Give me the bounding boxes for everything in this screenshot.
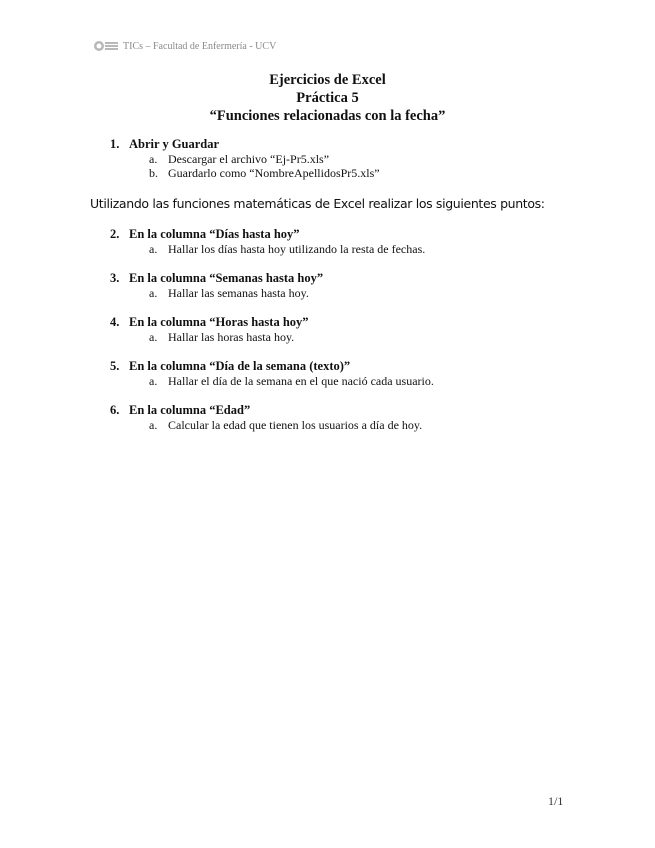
- list-item-number: 2.: [110, 227, 120, 241]
- page-header: [93, 39, 276, 53]
- list-item-number: 4.: [110, 315, 120, 329]
- sub-item-text: Descargar el archivo “Ej-Pr5.xls”: [168, 152, 330, 166]
- list-item-heading: [110, 315, 309, 330]
- title-line-3: “Funciones relacionadas con la fecha”: [209, 108, 446, 124]
- list-item-title: En la columna “Horas hasta hoy”: [129, 315, 309, 329]
- page-number: 1/1: [548, 794, 564, 808]
- sub-item-text: Hallar el día de la semana en el que nació cada usuario.: [168, 374, 434, 388]
- sub-item: [149, 152, 329, 167]
- sub-item-letter: a.: [149, 152, 158, 166]
- sub-item-letter: a.: [149, 286, 158, 300]
- list-item-heading: [110, 403, 250, 418]
- list-item-number: 3.: [110, 271, 120, 285]
- list-item-heading: [110, 359, 350, 374]
- title-line-2: Práctica 5: [296, 90, 359, 106]
- sub-item-letter: a.: [149, 330, 158, 344]
- sub-item: [149, 374, 434, 389]
- sub-item-letter: a.: [149, 374, 158, 388]
- sub-item: [149, 242, 425, 257]
- sub-item-letter: b.: [149, 166, 158, 180]
- list-item-title: Abrir y Guardar: [129, 137, 220, 151]
- sub-item-text: Hallar las horas hasta hoy.: [168, 330, 295, 344]
- list-item-title: En la columna “Día de la semana (texto)”: [129, 359, 351, 373]
- sub-item: [149, 330, 294, 345]
- list-item-number: 1.: [110, 137, 120, 151]
- sub-item-text: Hallar las semanas hasta hoy.: [168, 286, 309, 300]
- list-item-heading: [110, 227, 300, 242]
- list-item-number: 6.: [110, 403, 120, 417]
- intro-text: Utilizando las funciones matemáticas de Excel realizar los siguientes puntos:: [90, 196, 545, 211]
- list-item-title: En la columna “Días hasta hoy”: [129, 227, 300, 241]
- title-line-1: Ejercicios de Excel: [269, 72, 386, 88]
- list-item-title: En la columna “Edad”: [129, 403, 251, 417]
- header-text: TICs – Facultad de Enfermería - UCV: [123, 40, 277, 52]
- list-item-number: 5.: [110, 359, 120, 373]
- sub-item: [149, 286, 309, 301]
- sub-item-letter: a.: [149, 242, 158, 256]
- list-item-heading: [110, 137, 219, 152]
- list-item-title: En la columna “Semanas hasta hoy”: [129, 271, 324, 285]
- sub-item-text: Calcular la edad que tienen los usuarios a día de hoy.: [168, 418, 423, 432]
- sub-item: [149, 418, 422, 433]
- list-item-heading: [110, 271, 323, 286]
- sub-item-text: Guardarlo como “NombreApellidosPr5.xls”: [168, 166, 380, 180]
- ucv-logo-icon: [93, 40, 119, 52]
- sub-item-text: Hallar los días hasta hoy utilizando la resta de fechas.: [168, 242, 426, 256]
- sub-item: [149, 166, 380, 181]
- sub-item-letter: a.: [149, 418, 158, 432]
- document-title: [0, 71, 655, 125]
